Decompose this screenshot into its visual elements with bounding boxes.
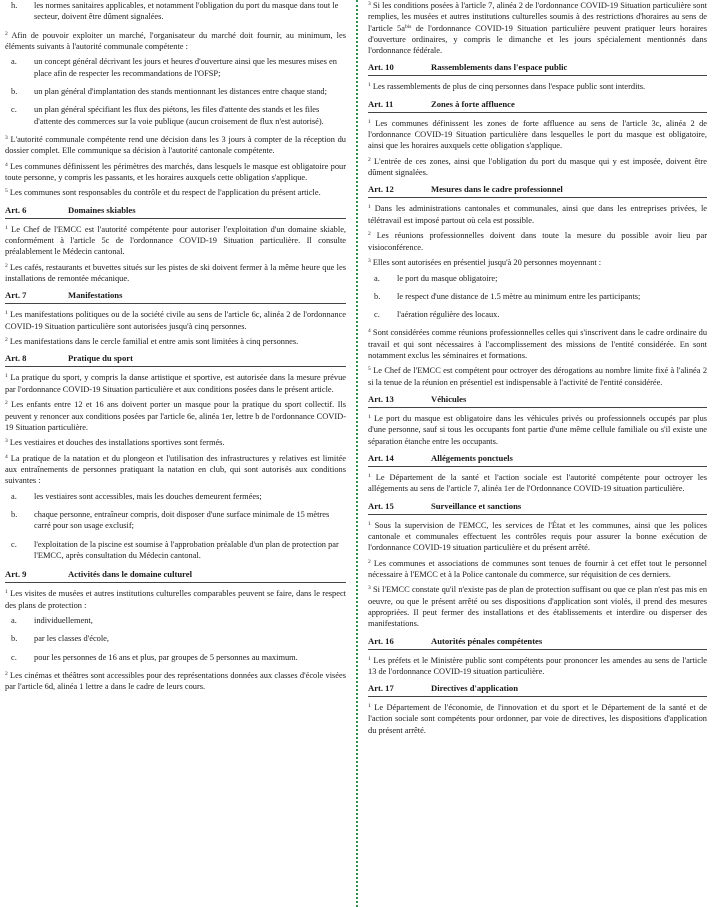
paragraph-number: 1	[368, 520, 371, 527]
list-item-letter: b.	[11, 86, 18, 96]
paragraph	[368, 520, 707, 554]
article-title: Rassemblements dans l'espace public	[431, 62, 568, 73]
list-item	[368, 309, 707, 320]
article-number: Art. 8	[5, 353, 27, 364]
paragraph-number: 3	[368, 585, 371, 592]
article-heading	[368, 61, 707, 76]
article-number: Art. 17	[368, 683, 394, 694]
list-item-text: par les classes d'école,	[34, 634, 109, 644]
article-heading	[368, 500, 707, 515]
paragraph	[368, 702, 707, 736]
paragraph	[5, 161, 346, 184]
list-item-letter: a.	[374, 273, 380, 283]
list-item	[5, 0, 346, 23]
article-heading	[368, 635, 707, 650]
paragraph-text: Les communes et associations de communes sont tenues de fournir à cet effet tout le personnel nécessaire à l'EMCC et à la Police cantonale du commerce, sur réquisition de ces derniers.	[368, 558, 708, 579]
article-heading	[368, 98, 707, 113]
paragraph-text: La pratique du sport, y compris la danse artistique et sportive, est autorisée dans la mesure prévue par l'ordonnance COVID-19 Situation particulière et aux conditions posées dans le présent article.	[5, 373, 346, 394]
paragraph-number: 1	[5, 589, 8, 596]
paragraph	[5, 437, 346, 448]
paragraph-number: 2	[5, 671, 8, 678]
paragraph-text: Les manifestations politiques ou de la société civile au sens de l'article 6c, alinéa 2 de l'ordonnance COVID-19 Situation particulière sont autorisées jusqu'à cinq personnes.	[5, 310, 347, 331]
list-item	[5, 539, 346, 562]
paragraph-number: 5	[368, 366, 371, 373]
list-item-text: l'exploitation de la piscine est soumise à l'approbation préalable d'un plan de protection par l'EMCC, après consultation du Médecin cantonal.	[34, 539, 339, 561]
paragraph	[5, 372, 346, 395]
article-heading	[368, 393, 707, 408]
article-title: Véhicules	[431, 394, 467, 405]
paragraph-text: Les visites de musées et autres institutions culturelles comparables peuvent se faire, dans le respect des plans de protection :	[5, 589, 347, 610]
article-heading	[5, 568, 346, 583]
paragraph-text: La pratique de la natation et du plongeon et l'utilisation des infrastructures y relatives est limitée aux entraînements de personnes pratiquant la natation en club, qui sont autorisés aux conditions suivantes :	[5, 453, 346, 486]
paragraph-number: 3	[368, 1, 371, 7]
paragraph-number: 3	[368, 258, 371, 265]
paragraph-number: 1	[368, 82, 371, 89]
article-title: Domaines skiables	[68, 204, 136, 215]
paragraph-number: 1	[368, 204, 371, 211]
paragraph-text: Le port du masque est obligatoire dans les véhicules privés ou professionnels occupés par plus d'une personne, sauf si tous les occupants font partie d'une même cellule familiale ou s'il existe une séparation étanche entre les occupants.	[368, 414, 708, 446]
list-item	[5, 615, 346, 626]
paragraph	[368, 81, 707, 92]
article-heading	[368, 452, 707, 467]
list-item	[368, 291, 707, 302]
paragraph	[5, 453, 346, 487]
paragraph-text: Dans les administrations cantonales et communales, ainsi que dans les entreprises privées, le télétravail est imposé partout où cela est possible.	[368, 204, 707, 225]
paragraph-number: 1	[5, 224, 8, 231]
paragraph-number: 4	[5, 161, 8, 168]
paragraph-number: 5	[5, 188, 8, 195]
article-title: Activités dans le domaine culturel	[68, 569, 192, 580]
paragraph-text: Les communes sont responsables du contrôle et du respect de l'application du présent article.	[9, 188, 321, 198]
article-number: Art. 14	[368, 452, 394, 463]
paragraph	[5, 224, 346, 258]
list-item-letter: b.	[374, 291, 381, 301]
article-number: Art. 7	[5, 290, 27, 301]
paragraph-text: Sous la supervision de l'EMCC, les services de l'État et les communes, ainsi que les polices cantonale et communales effectuent les contrôles requis pour assurer la bonne exécution de l'ordonnance COVID-19 situation particulière et du présent arrêté.	[368, 520, 708, 553]
article-title: Allégements ponctuels	[431, 452, 513, 463]
article-title: Mesures dans le cadre professionnel	[431, 184, 563, 195]
paragraph	[5, 262, 346, 285]
paragraph-text: Le Chef de l'EMCC est compétent pour octroyer des dérogations au nombre limite fixé à l'alinéa 2 si la tenue de la réunion en présentiel est indispensable à l'activité de l'entité considérée.	[368, 366, 708, 387]
article-heading	[5, 204, 346, 219]
article-number: Art. 15	[368, 500, 394, 511]
article-number: Art. 16	[368, 635, 394, 646]
paragraph-text: Si les conditions posées à l'article 7, alinéa 2 de l'ordonnance COVID-19 Situation particulière sont remplies, les musées et autres institutions culturelles soumis à des restrictions d'horaires au sens de l'article 5a	[368, 1, 707, 33]
paragraph-text: Les enfants entre 12 et 16 ans doivent porter un masque pour la pratique du sport collectif. Ils peuvent y renoncer aux conditions posées par l'article 6e, alinéa 1er, lettre b de l'ordonnance COVID-19 Situation particulière.	[5, 400, 346, 432]
paragraph-number: 4	[368, 328, 371, 335]
article-heading	[368, 183, 707, 198]
paragraph	[368, 156, 707, 179]
list-item-letter: b.	[11, 510, 18, 520]
paragraph	[368, 230, 707, 253]
article-title: Autorités pénales compétentes	[431, 635, 543, 646]
paragraph-text: Les cafés, restaurants et buvettes situés sur les pistes de ski doivent fermer à la même heure que les installations de remontée mécanique.	[5, 262, 346, 284]
list-item	[368, 273, 707, 284]
list-item-letter: a.	[11, 57, 17, 67]
list-item-text: pour les personnes de 16 ans et plus, par groupes de 5 personnes au maximum.	[34, 652, 298, 662]
paragraph-text: Afin de pouvoir exploiter un marché, l'organisateur du marché doit fournir, au minimum, les éléments suivants à l'autorité communale compétente :	[5, 30, 346, 51]
left-column	[5, 0, 346, 697]
paragraph	[368, 472, 707, 495]
paragraph-text: L'autorité communale compétente rend une décision dans les 3 jours à compter de la réception du dossier complet. Elle communique sa décision à l'autorité cantonale compétente.	[5, 134, 346, 156]
article-heading	[368, 682, 707, 697]
paragraph	[368, 327, 707, 361]
paragraph-number: 1	[368, 472, 371, 479]
paragraph-number: 3	[5, 438, 8, 445]
list-item-text: individuellement,	[34, 616, 93, 626]
paragraph	[5, 336, 346, 347]
article-heading	[5, 289, 346, 304]
list-item-text: le respect d'une distance de 1.5 mètre au minimum entre les participants;	[397, 291, 641, 301]
list-item-letter: a.	[11, 491, 17, 501]
paragraph	[368, 203, 707, 226]
paragraph	[368, 365, 707, 388]
list-item-letter: c.	[11, 652, 17, 662]
list-item	[5, 56, 346, 79]
paragraph-text: Le Département de la santé et l'action sociale est l'autorité compétente pour octroyer les allégements au sens de l'article 7, alinéa 1er de l'Ordonnance COVID-19 situation particulière.	[368, 472, 707, 494]
paragraph-number: 2	[5, 30, 8, 37]
article-number: Art. 13	[368, 394, 394, 405]
paragraph-text: Les rassemblements de plus de cinq personnes dans l'espace public sont interdits.	[372, 82, 646, 92]
paragraph	[368, 0, 707, 56]
list-item-letter: c.	[11, 539, 17, 549]
paragraph-text: Si l'EMCC constate qu'il n'existe pas de plan de protection suffisant ou que ce plan n'est pas mis en oeuvre, ou que le présent arrêté ou ses dispositions d'application sont violés, il prend des mesures appropriées. Il peut fermer des installations et des établissements et interdire ou disperser des manifestations.	[368, 585, 708, 629]
paragraph-text: Les cinémas et théâtres sont accessibles pour des représentations données aux classes d'école visées par l'article 6d, alinéa 1 lettre a dans le cadre de leurs cours.	[5, 671, 346, 692]
list-item	[5, 633, 346, 644]
paragraph-text: Les communes définissent les périmètres des marchés, dans lesquels le masque est obligatoire pour toute personne, y compris les passants, et les horaires auxquels cette obligation s'applique.	[5, 161, 347, 182]
paragraph-number: 1	[368, 655, 371, 662]
paragraph-text: Les manifestations dans le cercle familial et entre amis sont limitées à cinq personnes.	[9, 337, 299, 347]
article-number: Art. 12	[368, 184, 394, 195]
paragraph-number: 2	[5, 337, 8, 344]
paragraph-number: 1	[5, 310, 8, 317]
article-title: Surveillance et sanctions	[431, 500, 522, 511]
paragraph	[368, 584, 707, 629]
list-item-text: les normes sanitaires applicables, et notamment l'obligation du port du masque dans tout le secteur, doivent être dûment signalées.	[34, 1, 339, 22]
paragraph	[368, 655, 707, 678]
paragraph-text: Le Département de l'économie, de l'innovation et du sport et le Département de la santé et de l'action sociale sont compétents pour ordonner, par voie de directives, les dispositions d'application du présent arrêté.	[368, 703, 707, 735]
paragraph-number: 3	[5, 134, 8, 141]
paragraph-text: Les réunions professionnelles doivent dans toute la mesure du possible avoir lieu par visioconférence.	[368, 231, 708, 252]
paragraph-number: 1	[5, 373, 8, 380]
article-title: Zones à forte affluence	[431, 98, 515, 109]
list-item-text: un concept général décrivant les jours et heures d'ouverture ainsi que les mesures mises en place afin de respecter les recommandations de l'OFSP;	[34, 57, 337, 78]
paragraph-number: 2	[368, 558, 371, 565]
list-item-text: les vestiaires sont accessibles, mais les douches demeurent fermées;	[34, 491, 262, 501]
paragraph-number: 1	[368, 414, 371, 421]
paragraph-text: Elles sont autorisées en présentiel jusqu'à 20 personnes moyennant :	[372, 258, 602, 268]
article-title: Directives d'application	[431, 683, 518, 694]
article-title: Manifestations	[68, 290, 123, 301]
paragraph	[368, 558, 707, 581]
paragraph-number: 2	[368, 231, 371, 238]
article-number: Art. 6	[5, 204, 27, 215]
paragraph-number: 2	[5, 400, 8, 407]
paragraph	[368, 413, 707, 447]
paragraph-text: de l'ordonnance COVID-19 Situation particulière peuvent pratiquer leurs horaires d'ouverture ordinaires, y compris le dimanche et les jours spécialement mentionnés dans l'ordonnance fédérale.	[368, 23, 707, 56]
list-item-text: le port du masque obligatoire;	[397, 273, 498, 283]
paragraph	[5, 309, 346, 332]
paragraph-text: Le Chef de l'EMCC est l'autorité compétente pour autoriser l'exploitation d'un domaine skiable, conformément à l'article 5c de l'ordonnance COVID-19 Situation particulière. Il consulte préalablement le Médecin cantonal.	[5, 224, 347, 257]
article-number: Art. 11	[368, 98, 394, 109]
right-column	[368, 0, 707, 740]
article-number: Art. 9	[5, 569, 27, 580]
paragraph-number: 1	[368, 703, 371, 710]
paragraph	[5, 399, 346, 433]
list-item-letter: a.	[11, 616, 17, 626]
list-item	[5, 491, 346, 502]
list-item	[5, 509, 346, 532]
paragraph-text: Les vestiaires et douches des installations sportives sont fermés.	[9, 438, 225, 448]
list-item	[5, 652, 346, 663]
paragraph	[5, 30, 346, 53]
list-item-letter: h.	[11, 1, 18, 10]
list-item	[5, 86, 346, 97]
list-item-text: un plan général d'implantation des stands mentionnant les distances entre chaque stand;	[34, 86, 327, 96]
list-item-text: l'aération régulière des locaux.	[397, 310, 500, 320]
paragraph	[5, 134, 346, 157]
list-item-text: un plan général spécifiant les flux des piétons, les files d'attente des stands et les files d'attente des commerces sur la voie publique (aucun croisement de flux n'est autorisé).	[34, 105, 324, 126]
paragraph-number: 4	[5, 453, 8, 460]
paragraph-number: 2	[368, 156, 371, 163]
list-item-letter: c.	[374, 310, 380, 320]
list-item	[5, 104, 346, 127]
article-heading	[5, 352, 346, 367]
paragraph-text: Les préfets et le Ministère public sont compétents pour prononcer les amendes au sens de l'article 13 de l'ordonnance COVID-19 situation particulière.	[368, 655, 707, 676]
list-item-letter: b.	[11, 634, 18, 644]
paragraph-text: Sont considérées comme réunions professionnelles celles qui s'inscrivent dans le cadre ordinaire du travail et qui sont nécessaires à l'accomplissement des missions de l'entité considérée. En sont notamment exclus les séminaires et formations.	[368, 328, 708, 360]
paragraph-text: Les communes définissent les zones de forte affluence au sens de l'article 3c, alinéa 2 de l'ordonnance COVID-19 Situation particulière dans lesquelles le port du masque est obligatoire, ainsi que les horaires auxquels cette obligation s'applique.	[368, 118, 707, 151]
list-item-text: chaque personne, entraîneur compris, doit disposer d'une surface minimale de 15 mètres carré pour son usage exclusif;	[34, 510, 330, 531]
paragraph	[5, 187, 346, 198]
paragraph	[5, 670, 346, 693]
article-title: Pratique du sport	[68, 353, 133, 364]
paragraph-text: L'entrée de ces zones, ainsi que l'obligation du port du masque qui y est imposée, doivent être dûment signalées.	[368, 156, 707, 178]
column-divider	[356, 0, 358, 907]
text-superscript: bis	[404, 23, 412, 30]
paragraph-number: 2	[5, 262, 8, 269]
paragraph	[5, 588, 346, 611]
paragraph	[368, 257, 707, 268]
paragraph	[368, 118, 707, 152]
article-number: Art. 10	[368, 62, 394, 73]
list-item-letter: c.	[11, 105, 17, 115]
paragraph-number: 1	[368, 118, 371, 125]
